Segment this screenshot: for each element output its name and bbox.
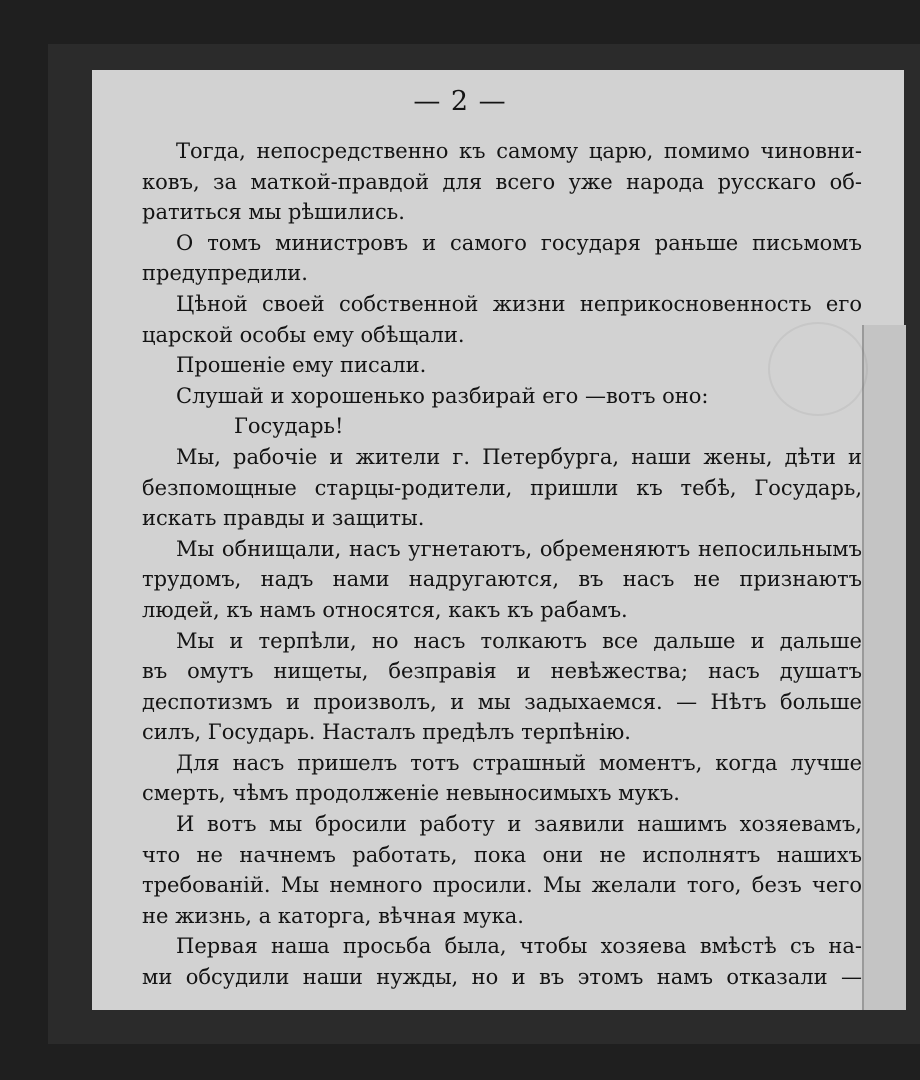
text-line: Прошеніе ему писали. xyxy=(176,353,427,378)
document-text-body xyxy=(142,136,862,993)
text-line: царской особы ему обѣщали. xyxy=(142,322,465,347)
text-line: Для насъ пришелъ тотъ страшный моментъ, когда лучше xyxy=(176,750,862,775)
text-line: ковъ, за маткой-правдой для всего уже народа русскаго об- xyxy=(142,169,862,194)
text-line: предупредили. xyxy=(142,261,308,286)
text-line: безпомощные старцы-родители, пришли къ тебѣ, Государь, xyxy=(142,475,862,500)
text-line: что не начнемъ работать, пока они не исполнятъ нашихъ xyxy=(142,842,862,867)
text-line: трудомъ, надъ нами надругаются, въ насъ не признаютъ xyxy=(142,567,862,592)
page-number: — 2 — xyxy=(413,86,507,117)
text-line: И вотъ мы бросили работу и заявили нашимъ хозяевамъ, xyxy=(176,812,862,837)
text-line: въ омутъ нищеты, безправія и невѣжества; насъ душатъ xyxy=(142,659,862,684)
text-line: Тогда, непосредственно къ самому царю, помимо чиновни- xyxy=(176,139,862,163)
text-line: Мы, рабочіе и жители г. Петербурга, наши жены, дѣти и xyxy=(176,444,862,469)
text-line: Мы и терпѣли, но насъ толкаютъ все дальше и дальше xyxy=(176,628,862,653)
text-line: ми обсудили наши нужды, но и въ этомъ намъ отказали — xyxy=(142,965,862,990)
text-line: Слушай и хорошенько разбирай его —вотъ оно: xyxy=(176,383,709,408)
text-line: требованій. Мы немного просили. Мы желали того, безъ чего xyxy=(142,873,862,898)
text-line: искать правды и защиты. xyxy=(142,506,425,531)
text-line: не жизнь, а каторга, вѣчная мука. xyxy=(142,903,524,928)
text-line: О томъ министровъ и самого государя раньше письмомъ xyxy=(176,230,862,255)
text-line: людей, къ намъ относятся, какъ къ рабамъ. xyxy=(142,597,628,622)
text-line: Первая наша просьба была, чтобы хозяева вмѣстѣ съ на- xyxy=(176,934,862,959)
text-line: смерть, чѣмъ продолженіе невыносимыхъ мукъ. xyxy=(142,781,680,806)
text-line: ратиться мы рѣшились. xyxy=(142,200,405,225)
text-line: силъ, Государь. Насталъ предѣлъ терпѣнію. xyxy=(142,720,631,745)
text-line: деспотизмъ и произволъ, и мы задыхаемся. — Нѣтъ больше xyxy=(142,689,862,714)
next-page-edge xyxy=(862,325,906,1010)
text-line: Мы обнищали, насъ угнетаютъ, обременяютъ непосильнымъ xyxy=(176,536,862,561)
text-line: Государь! xyxy=(234,414,344,439)
text-line: Цѣной своей собственной жизни неприкосновенность его xyxy=(176,291,862,316)
